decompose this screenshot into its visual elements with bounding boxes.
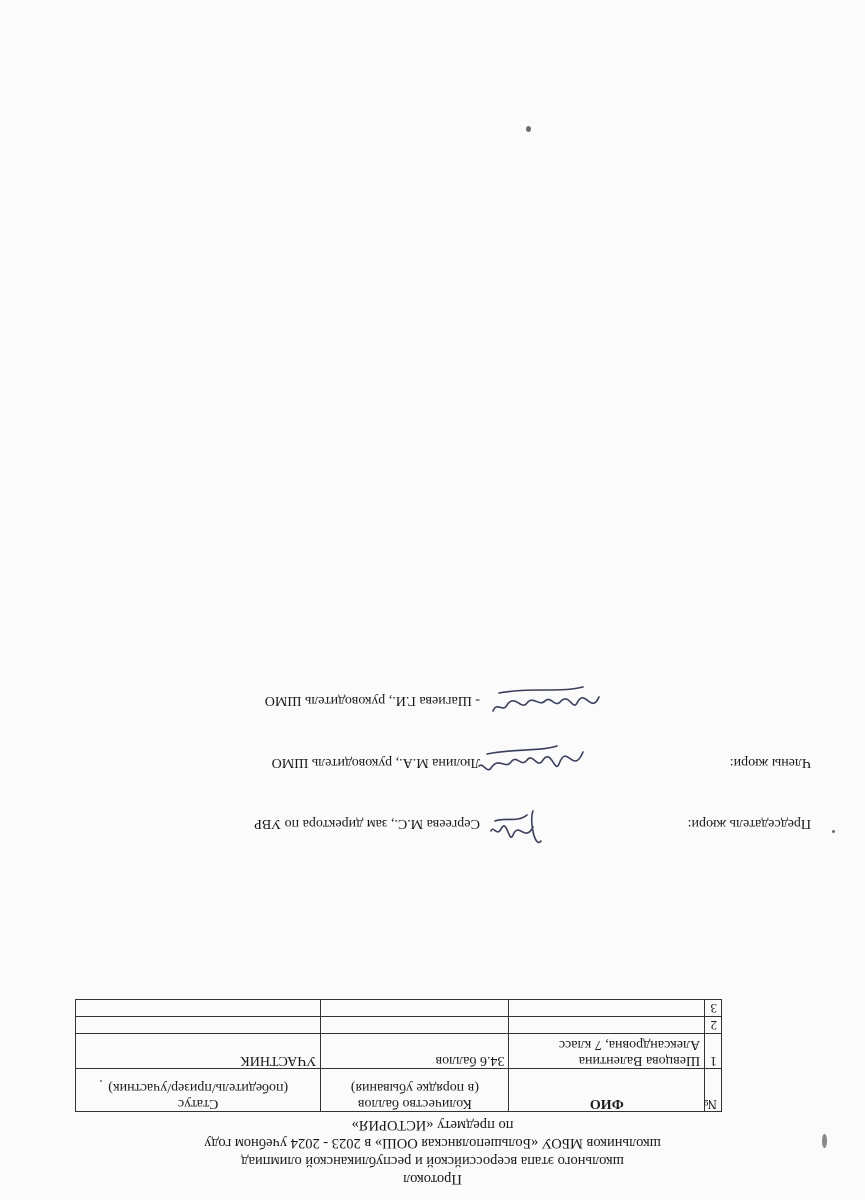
header-status-line2: (победитель/призер/участник) bbox=[108, 1080, 289, 1095]
cell-fio-line1: Шевцова Валентина bbox=[578, 1053, 701, 1068]
cell-fio-line2: Александровна, 7 класс bbox=[558, 1037, 701, 1052]
scan-speck bbox=[100, 1080, 102, 1082]
member2-signature bbox=[491, 679, 603, 723]
header-score-line1: Количество баллов bbox=[357, 1096, 472, 1111]
protocol-subtitle-line2: школьников МБОУ «Большеполянская ООШ» в 2023 - 2024 учебном году bbox=[204, 1135, 661, 1151]
cell-status: УЧАСТНИК bbox=[76, 1034, 321, 1069]
table-row bbox=[76, 1017, 722, 1034]
cell-fio bbox=[509, 1017, 705, 1034]
cell-num: 3 bbox=[705, 1000, 722, 1017]
results-table bbox=[75, 999, 722, 1112]
header-status bbox=[76, 1069, 321, 1112]
scan-speck bbox=[832, 830, 835, 833]
header-fio bbox=[509, 1069, 705, 1112]
header-status-line1: Статус bbox=[177, 1096, 219, 1111]
cell-fio bbox=[509, 1034, 705, 1069]
table-row bbox=[76, 1000, 722, 1017]
jury-chair-label: Председатель жюри: bbox=[687, 816, 811, 831]
jury-member2-dash: - bbox=[475, 693, 480, 708]
table-row bbox=[76, 1034, 722, 1069]
jury-chair-name: Сергеева М.С., зам директора по УВР bbox=[254, 816, 480, 831]
member1-signature bbox=[477, 738, 587, 782]
scan-speck bbox=[526, 126, 531, 132]
cell-status bbox=[76, 1017, 321, 1034]
jury-members-label: Члены жюри: bbox=[729, 755, 811, 770]
protocol-subtitle-line1: школьного этапа всероссийской и республиканской олимпиад bbox=[241, 1153, 624, 1169]
protocol-subject-line: по предмету «ИСТОРИЯ» bbox=[351, 1117, 514, 1133]
cell-fio bbox=[509, 1000, 705, 1017]
header-fio-label: ФИО bbox=[589, 1096, 624, 1111]
header-score bbox=[321, 1069, 509, 1112]
protocol-title: Протокол bbox=[403, 1171, 462, 1187]
cell-num: 1 bbox=[705, 1034, 722, 1069]
jury-member2-name: Шагиева Г.И., руководитель ШМО bbox=[264, 693, 472, 708]
jury-member1-name: Люлина М.А., руководитель ШМО bbox=[271, 755, 480, 770]
cell-score bbox=[321, 1000, 509, 1017]
table-header-row bbox=[76, 1069, 722, 1112]
header-score-line2: (в порядке убывания) bbox=[350, 1080, 479, 1095]
cell-score bbox=[321, 1017, 509, 1034]
scan-speck bbox=[822, 1134, 827, 1148]
header-num: № bbox=[705, 1069, 722, 1112]
chair-signature bbox=[487, 805, 547, 851]
cell-status bbox=[76, 1000, 321, 1017]
jury-member2-line bbox=[265, 692, 480, 708]
cell-num: 2 bbox=[705, 1017, 722, 1034]
cell-score: 34.6 баллов bbox=[321, 1034, 509, 1069]
